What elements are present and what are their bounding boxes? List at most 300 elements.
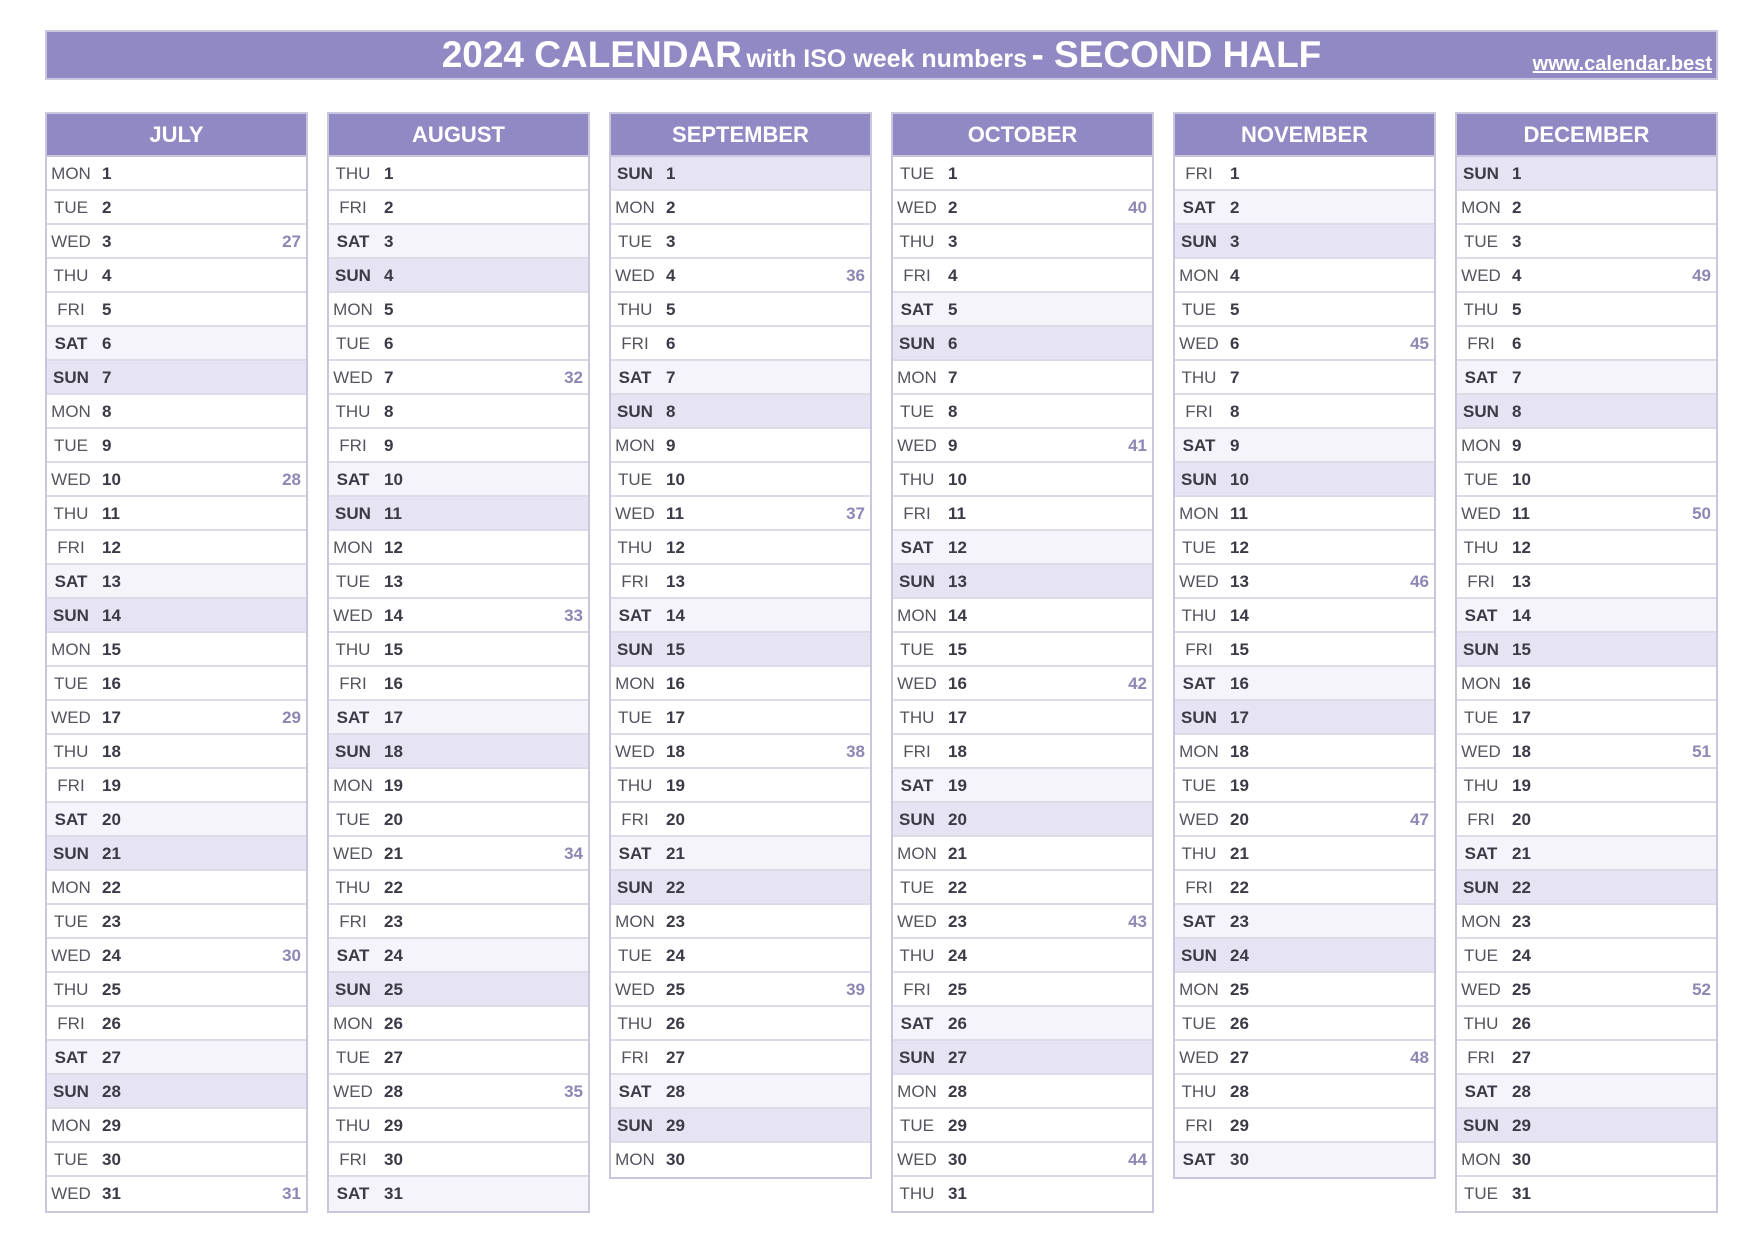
day-row (1175, 599, 1434, 633)
day-of-week: FRI (903, 504, 931, 523)
day-row (47, 361, 306, 395)
day-row (893, 565, 1152, 599)
day-of-week: WED (1461, 504, 1501, 523)
day-row (329, 259, 588, 293)
day-number: 17 (102, 708, 121, 727)
website-link[interactable]: www.calendar.best (1532, 53, 1712, 75)
day-number: 5 (102, 300, 112, 319)
day-number: 28 (1230, 1082, 1249, 1101)
day-row (329, 191, 588, 225)
day-of-week: FRI (903, 742, 931, 761)
day-row (329, 701, 588, 735)
day-of-week: FRI (57, 300, 85, 319)
day-number: 10 (1230, 470, 1249, 489)
day-of-week: WED (51, 946, 91, 965)
day-of-week: SUN (899, 1048, 935, 1067)
day-of-week: THU (617, 1014, 653, 1033)
day-of-week: FRI (621, 572, 649, 591)
day-number: 9 (102, 436, 112, 455)
day-row (47, 973, 306, 1007)
day-of-week: FRI (903, 980, 931, 999)
day-number: 8 (948, 402, 958, 421)
day-of-week: TUE (1464, 1184, 1498, 1203)
day-of-week: SAT (618, 1082, 652, 1101)
day-number: 1 (1512, 164, 1522, 183)
day-row (893, 973, 1152, 1007)
subtitle: with ISO week numbers (746, 45, 1027, 73)
day-of-week: MON (1461, 674, 1501, 693)
day-of-week: WED (1179, 572, 1219, 591)
day-row (1457, 1177, 1716, 1211)
day-of-week: FRI (1467, 572, 1495, 591)
day-of-week: FRI (339, 198, 367, 217)
day-number: 1 (666, 164, 676, 183)
day-row (893, 1177, 1152, 1211)
day-number: 11 (1512, 504, 1530, 523)
day-number: 22 (948, 878, 967, 897)
day-of-week: THU (899, 470, 935, 489)
day-number: 3 (948, 232, 958, 251)
day-number: 7 (666, 368, 676, 387)
day-row (611, 1041, 870, 1075)
day-of-week: FRI (57, 538, 85, 557)
day-of-week: SAT (54, 810, 88, 829)
day-row (47, 327, 306, 361)
day-of-week: MON (897, 844, 937, 863)
day-row (611, 803, 870, 837)
day-row (893, 1041, 1152, 1075)
day-of-week: SAT (1464, 1082, 1498, 1101)
iso-week-number: 45 (1410, 334, 1429, 353)
day-of-week: WED (897, 436, 937, 455)
day-number: 3 (1230, 232, 1240, 251)
day-number: 12 (102, 538, 121, 557)
day-of-week: THU (1181, 1082, 1217, 1101)
day-row (611, 259, 870, 293)
day-of-week: THU (1463, 538, 1499, 557)
day-row (893, 1143, 1152, 1177)
day-of-week: TUE (900, 640, 934, 659)
day-number: 10 (666, 470, 685, 489)
day-of-week: THU (335, 164, 371, 183)
day-of-week: TUE (54, 436, 88, 455)
day-number: 13 (1512, 572, 1531, 591)
day-of-week: THU (1181, 368, 1217, 387)
day-of-week: MON (615, 198, 655, 217)
day-row (1457, 701, 1716, 735)
day-number: 1 (948, 164, 958, 183)
day-row (47, 599, 306, 633)
day-row (1175, 769, 1434, 803)
day-number: 18 (384, 742, 403, 761)
day-of-week: THU (335, 878, 371, 897)
day-of-week: MON (51, 164, 91, 183)
day-row (1175, 1143, 1434, 1177)
day-of-week: SUN (335, 742, 371, 761)
day-number: 14 (1512, 606, 1531, 625)
day-of-week: SUN (1181, 232, 1217, 251)
day-number: 15 (1230, 640, 1249, 659)
day-row (329, 395, 588, 429)
day-number: 8 (102, 402, 112, 421)
day-number: 10 (948, 470, 967, 489)
day-of-week: TUE (900, 1116, 934, 1135)
day-of-week: THU (1463, 1014, 1499, 1033)
day-of-week: SAT (618, 606, 652, 625)
day-of-week: SUN (899, 810, 935, 829)
day-row (1175, 293, 1434, 327)
day-number: 18 (1512, 742, 1531, 761)
day-of-week: TUE (336, 572, 370, 591)
day-number: 24 (384, 946, 403, 965)
day-number: 19 (1512, 776, 1531, 795)
day-of-week: SAT (1182, 1150, 1216, 1169)
day-of-week: THU (1463, 776, 1499, 795)
day-row (893, 1109, 1152, 1143)
day-of-week: THU (53, 266, 89, 285)
day-of-week: SAT (54, 572, 88, 591)
day-row (329, 497, 588, 531)
iso-week-number: 48 (1410, 1048, 1429, 1067)
day-row (1175, 531, 1434, 565)
day-number: 30 (1230, 1150, 1249, 1169)
day-row (47, 735, 306, 769)
day-number: 21 (384, 844, 403, 863)
day-of-week: MON (1179, 266, 1219, 285)
day-number: 26 (384, 1014, 403, 1033)
iso-week-number: 30 (282, 946, 301, 965)
month-header: OCTOBER (893, 114, 1152, 157)
day-number: 22 (102, 878, 121, 897)
day-row (611, 1075, 870, 1109)
iso-week-number: 44 (1128, 1150, 1147, 1169)
day-of-week: SUN (617, 640, 653, 659)
day-of-week: TUE (618, 470, 652, 489)
day-of-week: MON (1461, 436, 1501, 455)
day-number: 20 (1512, 810, 1531, 829)
day-row (1175, 633, 1434, 667)
day-row (47, 497, 306, 531)
day-row (893, 259, 1152, 293)
day-row (1457, 667, 1716, 701)
day-row (1175, 429, 1434, 463)
day-number: 3 (384, 232, 394, 251)
day-row (611, 157, 870, 191)
day-row (47, 293, 306, 327)
day-row (329, 667, 588, 701)
month-november (1173, 112, 1436, 1179)
iso-week-number: 36 (846, 266, 865, 285)
day-number: 6 (384, 334, 394, 353)
day-row (47, 803, 306, 837)
calendar-title (47, 32, 1716, 78)
day-number: 24 (1230, 946, 1249, 965)
day-of-week: MON (1179, 742, 1219, 761)
day-number: 24 (666, 946, 685, 965)
day-number: 6 (1230, 334, 1240, 353)
day-row (1457, 871, 1716, 905)
day-row (893, 735, 1152, 769)
day-number: 13 (102, 572, 121, 591)
day-of-week: FRI (1185, 164, 1213, 183)
day-of-week: SUN (1463, 402, 1499, 421)
day-of-week: SUN (1463, 164, 1499, 183)
day-number: 14 (948, 606, 967, 625)
day-number: 11 (1230, 504, 1248, 523)
day-row (1457, 939, 1716, 973)
day-row (893, 429, 1152, 463)
day-row (329, 735, 588, 769)
day-row (893, 531, 1152, 565)
day-row (47, 1177, 306, 1211)
day-row (1457, 633, 1716, 667)
iso-week-number: 27 (282, 232, 301, 251)
day-number: 4 (1512, 266, 1522, 285)
day-of-week: SAT (1182, 436, 1216, 455)
day-number: 6 (1512, 334, 1522, 353)
day-number: 19 (102, 776, 121, 795)
day-row (329, 769, 588, 803)
day-of-week: WED (1461, 980, 1501, 999)
day-row (611, 735, 870, 769)
day-of-week: SUN (53, 368, 89, 387)
day-of-week: SAT (618, 844, 652, 863)
day-number: 16 (948, 674, 967, 693)
month-header: JULY (47, 114, 306, 157)
day-of-week: THU (617, 538, 653, 557)
day-number: 2 (666, 198, 676, 217)
day-of-week: TUE (1182, 538, 1216, 557)
day-number: 4 (948, 266, 958, 285)
day-row (1457, 905, 1716, 939)
day-of-week: THU (53, 742, 89, 761)
day-number: 2 (1230, 198, 1240, 217)
day-of-week: TUE (900, 402, 934, 421)
calendar-banner (45, 30, 1718, 80)
day-number: 30 (384, 1150, 403, 1169)
day-row (329, 803, 588, 837)
day-row (47, 531, 306, 565)
day-row (1457, 429, 1716, 463)
day-number: 30 (948, 1150, 967, 1169)
day-of-week: SAT (1182, 198, 1216, 217)
day-of-week: SAT (54, 1048, 88, 1067)
day-of-week: MON (333, 538, 373, 557)
iso-week-number: 40 (1128, 198, 1147, 217)
day-number: 19 (948, 776, 967, 795)
day-of-week: SUN (617, 164, 653, 183)
day-row (1175, 667, 1434, 701)
iso-week-number: 41 (1128, 436, 1147, 455)
day-of-week: WED (615, 266, 655, 285)
day-row (47, 191, 306, 225)
day-number: 12 (948, 538, 967, 557)
day-number: 27 (1230, 1048, 1249, 1067)
day-number: 17 (1230, 708, 1249, 727)
day-of-week: WED (897, 198, 937, 217)
day-number: 19 (384, 776, 403, 795)
day-row (329, 973, 588, 1007)
day-number: 22 (666, 878, 685, 897)
day-of-week: MON (51, 1116, 91, 1135)
day-row (329, 531, 588, 565)
day-row (1175, 327, 1434, 361)
day-number: 13 (1230, 572, 1249, 591)
day-row (47, 429, 306, 463)
day-number: 23 (948, 912, 967, 931)
day-row (1175, 463, 1434, 497)
day-number: 27 (384, 1048, 403, 1067)
day-number: 29 (1230, 1116, 1249, 1135)
day-row (1457, 973, 1716, 1007)
day-of-week: TUE (618, 708, 652, 727)
day-of-week: TUE (1182, 776, 1216, 795)
day-number: 26 (1230, 1014, 1249, 1033)
day-number: 9 (1512, 436, 1522, 455)
iso-week-number: 46 (1410, 572, 1429, 591)
day-of-week: SUN (899, 572, 935, 591)
day-number: 14 (384, 606, 403, 625)
day-row (47, 633, 306, 667)
day-of-week: MON (615, 912, 655, 931)
day-number: 26 (1512, 1014, 1531, 1033)
day-of-week: FRI (1185, 1116, 1213, 1135)
day-row (893, 395, 1152, 429)
day-number: 7 (384, 368, 394, 387)
day-of-week: TUE (1464, 470, 1498, 489)
day-number: 19 (666, 776, 685, 795)
day-of-week: WED (1179, 810, 1219, 829)
day-of-week: SAT (336, 946, 370, 965)
day-row (329, 871, 588, 905)
day-row (1457, 803, 1716, 837)
day-number: 10 (1512, 470, 1531, 489)
day-row (1175, 1075, 1434, 1109)
day-number: 7 (948, 368, 958, 387)
day-number: 15 (384, 640, 403, 659)
day-number: 28 (1512, 1082, 1531, 1101)
day-row (329, 939, 588, 973)
day-number: 27 (666, 1048, 685, 1067)
iso-week-number: 32 (564, 368, 583, 387)
day-number: 31 (102, 1184, 121, 1203)
day-of-week: TUE (900, 878, 934, 897)
day-row (1457, 361, 1716, 395)
iso-week-number: 42 (1128, 674, 1147, 693)
iso-week-number: 50 (1692, 504, 1711, 523)
day-row (47, 225, 306, 259)
day-row (893, 599, 1152, 633)
day-row (329, 565, 588, 599)
day-row (329, 633, 588, 667)
day-row (329, 1075, 588, 1109)
day-number: 7 (1230, 368, 1240, 387)
day-of-week: SAT (1182, 912, 1216, 931)
day-of-week: THU (899, 1184, 935, 1203)
day-row (611, 1143, 870, 1177)
day-of-week: THU (899, 708, 935, 727)
day-of-week: THU (617, 776, 653, 795)
day-number: 17 (948, 708, 967, 727)
day-of-week: WED (1179, 334, 1219, 353)
month-december (1455, 112, 1718, 1213)
day-row (329, 837, 588, 871)
day-number: 30 (1512, 1150, 1531, 1169)
day-of-week: SAT (336, 232, 370, 251)
day-number: 14 (102, 606, 121, 625)
day-number: 5 (948, 300, 958, 319)
day-of-week: SUN (1463, 640, 1499, 659)
day-row (47, 1041, 306, 1075)
day-of-week: FRI (1185, 640, 1213, 659)
day-number: 5 (384, 300, 394, 319)
month-august (327, 112, 590, 1213)
day-row (1457, 1109, 1716, 1143)
day-number: 12 (1512, 538, 1531, 557)
day-number: 2 (948, 198, 958, 217)
day-number: 31 (948, 1184, 967, 1203)
day-of-week: WED (333, 1082, 373, 1101)
day-row (893, 633, 1152, 667)
day-of-week: WED (333, 844, 373, 863)
month-july (45, 112, 308, 1213)
day-of-week: SUN (53, 844, 89, 863)
day-of-week: WED (1461, 266, 1501, 285)
day-of-week: SAT (1464, 368, 1498, 387)
day-row (1457, 531, 1716, 565)
day-row (1457, 565, 1716, 599)
day-number: 2 (384, 198, 394, 217)
day-row (1175, 259, 1434, 293)
day-of-week: MON (51, 402, 91, 421)
day-number: 3 (666, 232, 676, 251)
iso-week-number: 38 (846, 742, 865, 761)
day-number: 6 (102, 334, 112, 353)
day-row (1457, 327, 1716, 361)
day-row (329, 599, 588, 633)
day-number: 6 (666, 334, 676, 353)
day-row (329, 225, 588, 259)
day-of-week: TUE (336, 334, 370, 353)
day-of-week: THU (899, 232, 935, 251)
day-of-week: SUN (335, 504, 371, 523)
day-of-week: FRI (621, 334, 649, 353)
day-number: 18 (1230, 742, 1249, 761)
day-number: 5 (666, 300, 676, 319)
day-of-week: SAT (900, 538, 934, 557)
iso-week-number: 39 (846, 980, 865, 999)
day-row (1457, 395, 1716, 429)
day-row (1175, 939, 1434, 973)
day-of-week: WED (51, 1184, 91, 1203)
day-row (47, 837, 306, 871)
day-of-week: SUN (617, 1116, 653, 1135)
day-number: 9 (948, 436, 958, 455)
day-row (47, 259, 306, 293)
day-number: 12 (384, 538, 403, 557)
day-row (329, 1007, 588, 1041)
day-number: 13 (666, 572, 685, 591)
day-of-week: SAT (900, 776, 934, 795)
day-number: 11 (948, 504, 966, 523)
day-number: 25 (1230, 980, 1249, 999)
day-of-week: SAT (1464, 606, 1498, 625)
day-of-week: MON (333, 1014, 373, 1033)
day-number: 23 (1230, 912, 1249, 931)
iso-week-number: 49 (1692, 266, 1711, 285)
day-row (611, 769, 870, 803)
day-number: 23 (384, 912, 403, 931)
